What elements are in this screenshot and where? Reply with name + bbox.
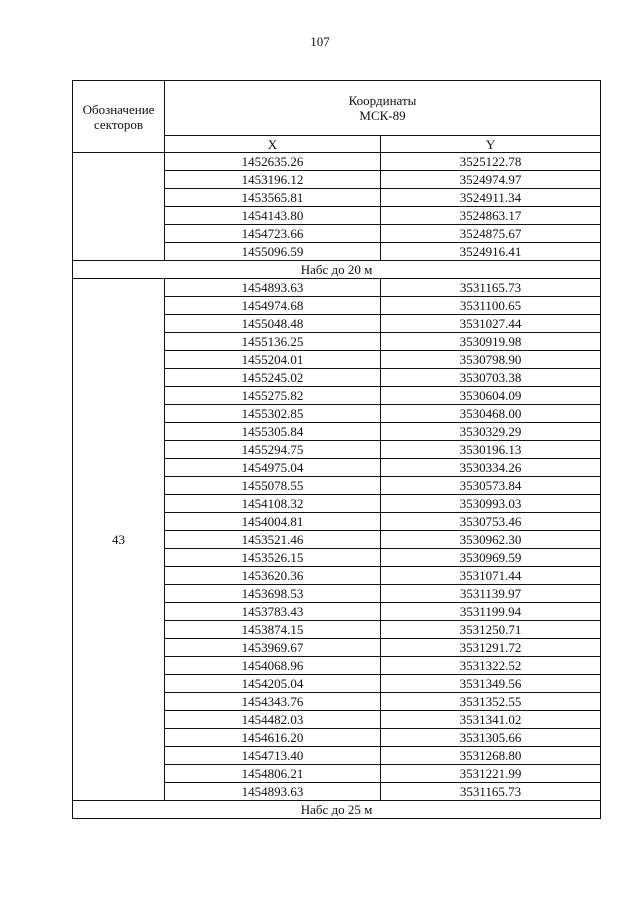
x-value-cell: 1455136.25: [165, 333, 381, 351]
x-value-cell: 1455048.48: [165, 315, 381, 333]
y-value-cell: 3531165.73: [381, 279, 601, 297]
x-value-cell: 1455275.82: [165, 387, 381, 405]
section-row: [73, 261, 601, 279]
y-value-cell: 3530703.38: [381, 369, 601, 387]
x-value-cell: 1454143.80: [165, 207, 381, 225]
y-value-cell: 3524863.17: [381, 207, 601, 225]
page-number: 107: [310, 34, 330, 49]
section-label: Набс до 25 м: [73, 801, 601, 819]
x-value-cell: 1454004.81: [165, 513, 381, 531]
y-value-cell: 3531139.97: [381, 585, 601, 603]
x-value-cell: 1454723.66: [165, 225, 381, 243]
x-value-cell: 1455245.02: [165, 369, 381, 387]
coordinates-table-body: [73, 81, 601, 819]
x-value-cell: 1454068.96: [165, 657, 381, 675]
x-value-cell: 1454806.21: [165, 765, 381, 783]
y-value-cell: 3530798.90: [381, 351, 601, 369]
x-value-cell: 1454343.76: [165, 693, 381, 711]
x-value-cell: 1453969.67: [165, 639, 381, 657]
y-value-cell: 3531349.56: [381, 675, 601, 693]
x-value-cell: 1454482.03: [165, 711, 381, 729]
table-row: [73, 279, 601, 297]
x-column-header: X: [165, 136, 381, 153]
y-value-cell: 3531027.44: [381, 315, 601, 333]
y-value-cell: 3530334.26: [381, 459, 601, 477]
x-value-cell: 1455302.85: [165, 405, 381, 423]
y-value-cell: 3531352.55: [381, 693, 601, 711]
sector-cell: [73, 153, 165, 261]
coordinates-table: [72, 80, 601, 819]
x-value-cell: 1455305.84: [165, 423, 381, 441]
x-value-cell: 1454893.63: [165, 279, 381, 297]
header-row: [73, 81, 601, 136]
x-value-cell: 1454108.32: [165, 495, 381, 513]
x-value-cell: 1452635.26: [165, 153, 381, 171]
section-row: [73, 801, 601, 819]
y-value-cell: 3524916.41: [381, 243, 601, 261]
y-value-cell: 3525122.78: [381, 153, 601, 171]
y-value-cell: 3530969.59: [381, 549, 601, 567]
x-value-cell: 1453874.15: [165, 621, 381, 639]
x-value-cell: 1455204.01: [165, 351, 381, 369]
x-value-cell: 1454616.20: [165, 729, 381, 747]
y-value-cell: 3530329.29: [381, 423, 601, 441]
y-value-cell: 3531199.94: [381, 603, 601, 621]
x-value-cell: 1453526.15: [165, 549, 381, 567]
y-value-cell: 3531165.73: [381, 783, 601, 801]
y-value-cell: 3530962.30: [381, 531, 601, 549]
x-value-cell: 1455078.55: [165, 477, 381, 495]
x-value-cell: 1453698.53: [165, 585, 381, 603]
sector-cell: 43: [73, 279, 165, 801]
y-value-cell: 3531291.72: [381, 639, 601, 657]
coordinate-system-label: МСК-89: [359, 108, 406, 123]
y-value-cell: 3531071.44: [381, 567, 601, 585]
y-value-cell: 3530919.98: [381, 333, 601, 351]
coordinates-label: Координаты: [348, 93, 417, 108]
x-value-cell: 1453565.81: [165, 189, 381, 207]
x-value-cell: 1453620.36: [165, 567, 381, 585]
x-value-cell: 1454205.04: [165, 675, 381, 693]
sector-column-header: Обозначение секторов: [73, 81, 165, 153]
y-value-cell: 3524875.67: [381, 225, 601, 243]
y-value-cell: 3530196.13: [381, 441, 601, 459]
y-value-cell: 3530753.46: [381, 513, 601, 531]
y-value-cell: 3530573.84: [381, 477, 601, 495]
x-value-cell: 1453783.43: [165, 603, 381, 621]
y-value-cell: 3531322.52: [381, 657, 601, 675]
x-value-cell: 1454713.40: [165, 747, 381, 765]
x-value-cell: 1454893.63: [165, 783, 381, 801]
x-value-cell: 1453521.46: [165, 531, 381, 549]
y-value-cell: 3531341.02: [381, 711, 601, 729]
y-value-cell: 3530468.00: [381, 405, 601, 423]
y-value-cell: 3530604.09: [381, 387, 601, 405]
section-label: Набс до 20 м: [73, 261, 601, 279]
coordinates-column-header: [165, 81, 601, 136]
x-value-cell: 1455294.75: [165, 441, 381, 459]
y-value-cell: 3531250.71: [381, 621, 601, 639]
y-value-cell: 3531305.66: [381, 729, 601, 747]
y-column-header: Y: [381, 136, 601, 153]
x-value-cell: 1454974.68: [165, 297, 381, 315]
x-value-cell: 1454975.04: [165, 459, 381, 477]
x-value-cell: 1453196.12: [165, 171, 381, 189]
y-value-cell: 3530993.03: [381, 495, 601, 513]
y-value-cell: 3531268.80: [381, 747, 601, 765]
y-value-cell: 3524974.97: [381, 171, 601, 189]
y-value-cell: 3524911.34: [381, 189, 601, 207]
y-value-cell: 3531100.65: [381, 297, 601, 315]
y-value-cell: 3531221.99: [381, 765, 601, 783]
table-row: [73, 153, 601, 171]
x-value-cell: 1455096.59: [165, 243, 381, 261]
